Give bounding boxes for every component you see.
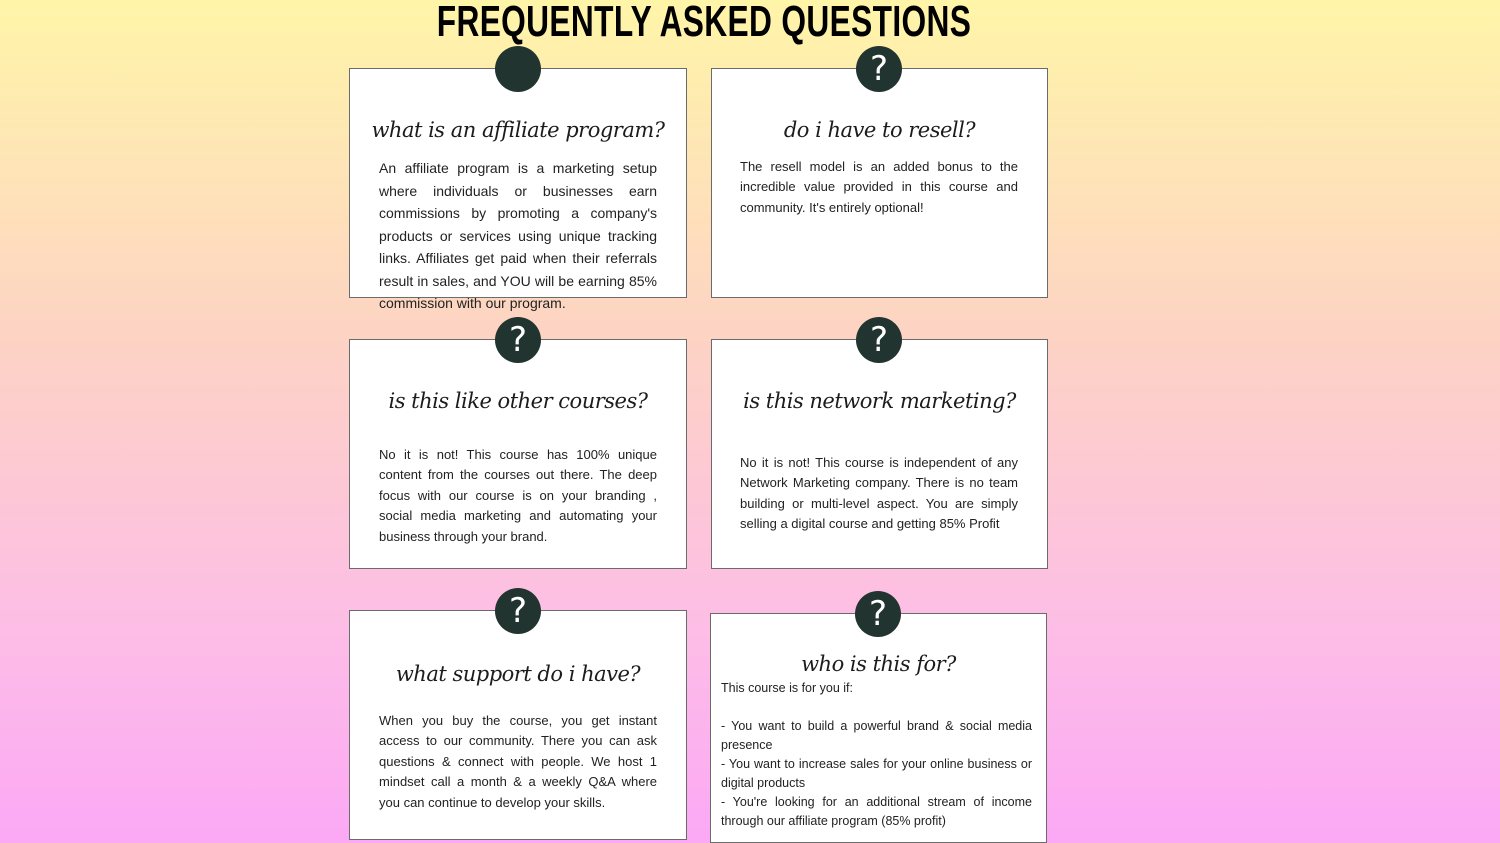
question-mark-icon <box>495 46 541 92</box>
question-mark-icon: ? <box>495 317 541 363</box>
faq-answer: The resell model is an added bonus to the incredible value provided in this course and community. It's entirely optional! <box>740 159 1018 215</box>
faq-question: do i have to resell? <box>783 118 976 142</box>
faq-card-support <box>349 610 687 840</box>
faq-card-other-courses <box>349 339 687 569</box>
question-mark-icon: ? <box>856 317 902 363</box>
faq-question: what is an affiliate program? <box>371 118 665 142</box>
faq-question: who is this for? <box>801 652 956 676</box>
faq-question: what support do i have? <box>395 662 641 686</box>
faq-question: is this like other courses? <box>388 389 648 413</box>
faq-answer: This course is for you if: - You want to build a powerful brand & social media presence - You want to increase sales for your online business or digital products - You're looking for an additional stream of income through our affiliate program (85% profit) <box>721 681 1032 828</box>
question-mark-icon: ? <box>855 591 901 637</box>
faq-card-who-is-this-for <box>710 613 1047 843</box>
faq-card-network-marketing <box>711 339 1048 569</box>
faq-card-affiliate-program <box>349 68 687 311</box>
page-title: FREQUENTLY ASKED QUESTIONS <box>436 0 972 46</box>
faq-card-resell <box>711 68 1048 298</box>
faq-answer: No it is not! This course is independent of any Network Marketing company. There is no team building or multi-level aspect. You are simply selling a digital course and getting 85% Profit <box>740 455 1018 532</box>
faq-answer: An affiliate program is a marketing setup where individuals or businesses earn commissions by promoting a company's products or services using unique tracking links. Affiliates get paid when their referrals result in sales, and YOU will be earning 85% commission with our program. <box>379 160 657 311</box>
question-mark-icon: ? <box>856 46 902 92</box>
faq-answer: No it is not! This course has 100% unique content from the courses out there. The deep focus with our course is on your branding , social media marketing and automating your business through your brand. <box>379 447 657 544</box>
faq-answer: When you buy the course, you get instant access to our community. There you can ask questions & connect with people. We host 1 mindset call a month & a weekly Q&A where you can continue to develop your skills. <box>379 713 657 810</box>
question-mark-icon: ? <box>495 588 541 634</box>
faq-question: is this network marketing? <box>743 389 1016 413</box>
